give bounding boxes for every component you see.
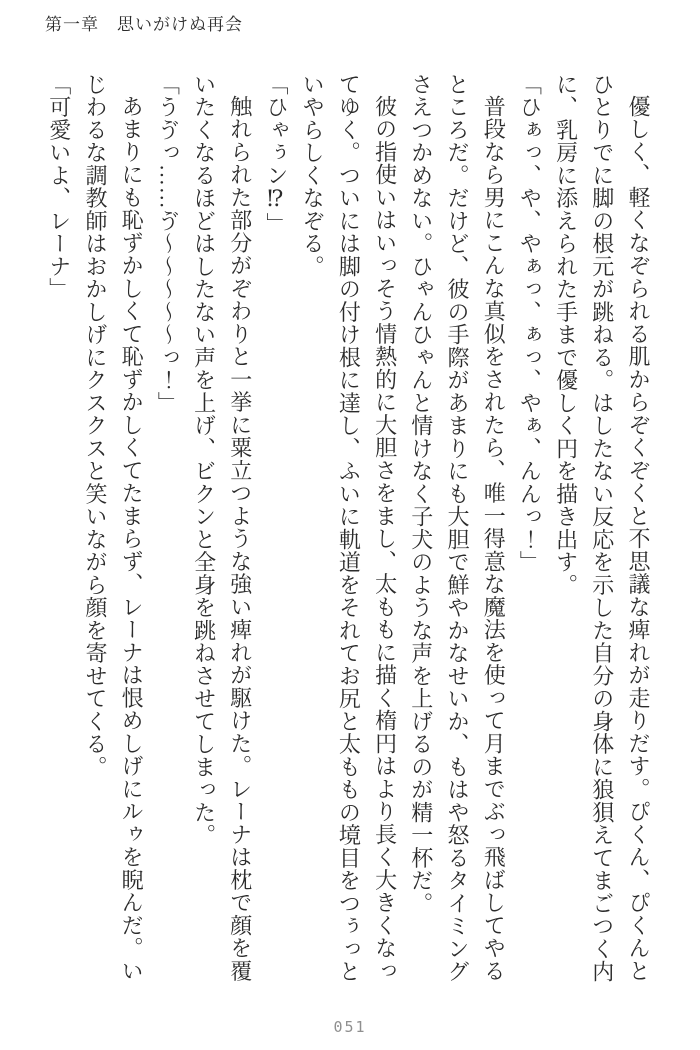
page-number: 051 (333, 1018, 367, 1036)
dialogue-paragraph: 「ひぁっ、や、やぁっ、ぁっ、やぁ、んんっ！」 (517, 73, 543, 574)
chapter-header: 第一章 思いがけぬ再会 (45, 15, 243, 34)
narration-paragraph: 彼の指使いはいっそう情熱的に大胆さをまし、太ももに描く楕円はより長く大きくなってゆく。ついには脚の付け根に達し、ふいに軌道をそれてお尻と太ももの境目をつぅっといやらしくなぞる。 (300, 73, 398, 983)
narration-paragraph: あまりにも恥ずかしくて恥ずかしくてたまらず、レーナは恨めしげにルゥを睨んだ。いじわるな調教師はおかしげにクスクスと笑いながら顔を寄せてくる。 (82, 73, 145, 983)
narration-paragraph: 優しく、軽くなぞられる肌からぞくぞくと不思議な痺れが走りだす。ぴくん、ぴくんとひとりでに脚の根元が跳ねる。はしたない反応を示した自分の身体に狼狽えてまごつく内に、乳房に添えられた手まで優しく円を描き出す。 (553, 73, 651, 983)
dialogue-paragraph: 「ひゃぅン⁉」 (263, 73, 289, 236)
narration-paragraph: 触れられた部分がぞわりと一挙に粟立つような強い痺れが駆けた。レーナは枕で顔を覆いたくなるほどはしたない声を上げ、ビクンと全身を跳ねさせてしまった。 (191, 73, 253, 983)
body-text (41, 73, 656, 987)
dialogue-paragraph: 「可愛いよ、レーナ」 (46, 73, 72, 301)
dialogue-paragraph: 「うゔっ……ゔ～～～～～っ！」 (155, 73, 181, 415)
narration-paragraph: 普段なら男にこんな真似をされたら、唯一得意な魔法を使って月までぶっ飛ばしてやるところだ。だけど、彼の手際があまりにも大胆で鮮やかなせいか、もはや怒るタイミングさえつかめない。ひゃんひゃんと情けなく子犬のような声を上げるのが精一杯だ。 (408, 73, 507, 983)
